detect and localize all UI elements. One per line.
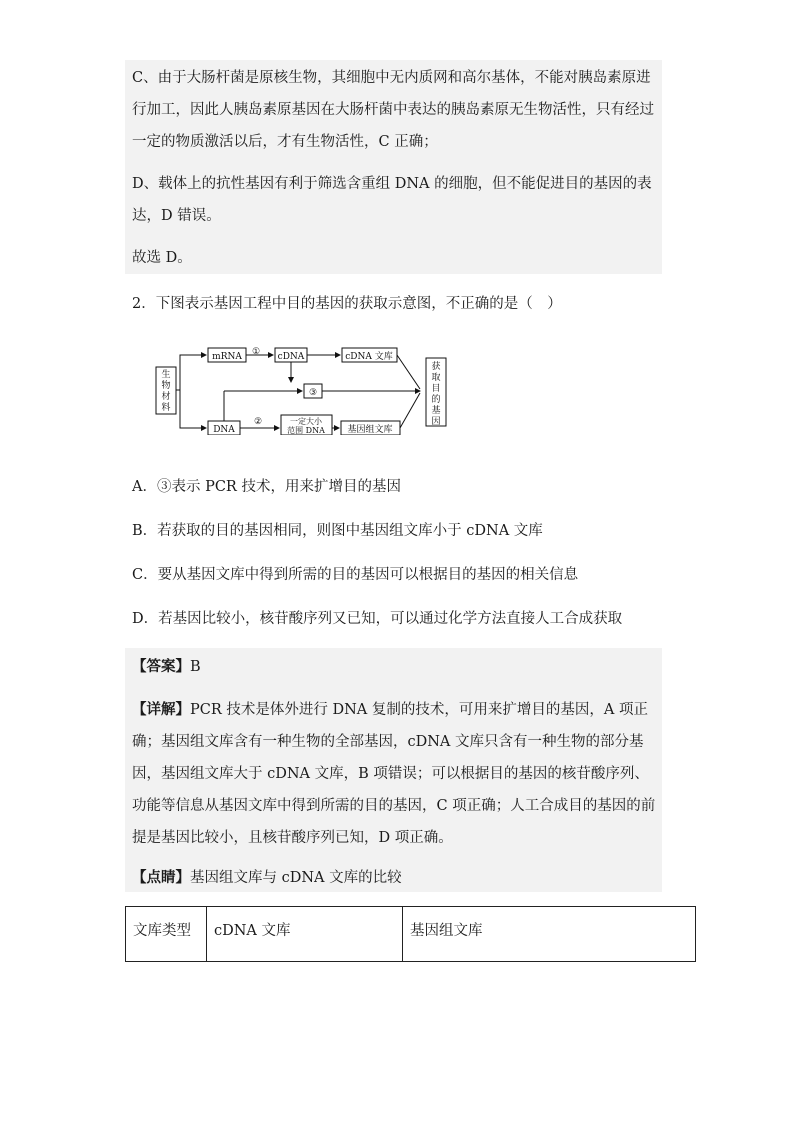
target-gene-char: 取 [431,373,441,383]
explanation-option-c: C、由于大肠杆菌是原核生物，其细胞中无内质网和高尔基体，不能对胰岛素原进行加工，因此人胰岛素原基因在大肠杆菌中表达的胰岛素原无生物活性，只有经过一定的物质激活以后，才有生物活性，C 正确； [132,70,654,150]
target-gene-char: 获 [431,362,441,372]
option-b: B．若获取的目的基因相同，则图中基因组文库小于 cDNA 文库 [132,523,543,539]
cdna-label: cDNA [277,352,305,362]
note-text: 基因组文库与 cDNA 文库的比较 [190,870,402,886]
option-a: A．③表示 PCR 技术，用来扩增目的基因 [132,479,401,495]
option-c: C．要从基因文库中得到所需的目的基因可以根据目的基因的相关信息 [132,567,579,583]
answer-label: 【答案】 [132,658,190,675]
detail-label: 【详解】 [132,701,190,718]
answer-value: B [190,659,201,675]
target-gene-char: 目 [431,384,441,394]
mrna-label: mRNA [212,352,242,362]
question-stem: 2．下图表示基因工程中目的基因的获取示意图，不正确的是（ ） [132,296,562,312]
target-gene-char: 的 [431,395,441,405]
library-comparison-table [125,906,696,962]
dna-label: DNA [213,425,235,435]
detail-paragraph [132,694,662,854]
table-header-cell: 文库类型 [126,907,207,962]
gene-acquisition-diagram [150,345,450,435]
target-gene-char: 因 [431,417,441,427]
fragment-dna-line1: 一定大小 [290,417,322,426]
biological-material-char: 物 [161,381,171,391]
explanation-option-d: D、载体上的抗性基因有利于筛选含重组 DNA 的细胞，但不能促进目的基因的表达，D 错误。 [132,176,652,224]
biological-material-char: 料 [161,403,171,413]
step-1-label: ① [251,347,261,357]
answer-line [132,651,662,683]
explanation-conclusion: 故选 D。 [132,250,192,266]
table-header-cell: cDNA 文库 [207,907,403,962]
fragment-dna-line2: 范围 DNA [287,426,325,435]
detail-text: PCR 技术是体外进行 DNA 复制的技术，可用来扩增目的基因，A 项正确；基因组文库含有一种生物的全部基因，cDNA 文库只含有一种生物的部分基因，基因组文库大于 cDNA 文库，B 项错误；可以根据目的基因的核苷酸序列、功能等信息从基因文库中得到所需的目的基因，C 项正确；人工合成目的基因的前提是基因比较小，且核苷酸序列已知，D 项正确。 [132,702,656,846]
biological-material-char: 材 [161,392,171,402]
option-d: D．若基因比较小，核苷酸序列又已知，可以通过化学方法直接人工合成获取 [132,611,623,627]
step-3-label: ③ [308,388,318,398]
genomic-library-label: 基因组文库 [347,425,393,435]
table-row [126,907,696,962]
note-label: 【点睛】 [132,869,190,886]
table-header-cell: 基因组文库 [403,907,696,962]
biological-material-char: 生 [161,370,171,380]
target-gene-char: 基 [431,406,441,416]
step-2-label: ② [253,417,263,427]
note-line [132,862,662,894]
cdna-library-label: cDNA 文库 [345,352,393,362]
